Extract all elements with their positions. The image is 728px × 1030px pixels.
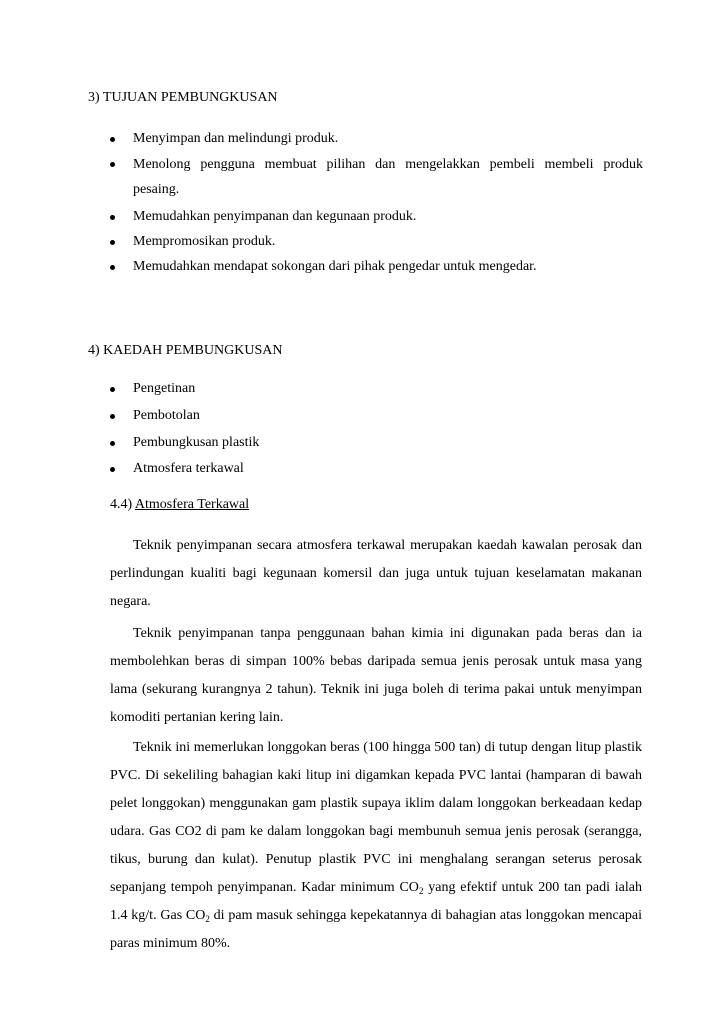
section-3-heading: 3) TUJUAN PEMBUNGKUSAN	[88, 90, 278, 105]
list-item-text-line-2: pesaing.	[133, 182, 180, 197]
bullet-icon	[110, 265, 115, 270]
bullet-icon	[110, 467, 115, 472]
paragraph-3-text-c: di pam masuk sehingga kepekatannya di bahagian atas longgokan mencapai paras minimum 80%.	[110, 908, 643, 951]
paragraph-3-text-b: yang efektif untuk 200 tan padi ialah 1.4 kg/t. Gas CO	[110, 880, 642, 923]
list-item	[0, 131, 728, 151]
list-item	[0, 408, 728, 428]
subsection-title: Atmosfera Terkawal	[134, 497, 250, 512]
subscript-2: 2	[205, 914, 210, 924]
list-item-text: Memudahkan mendapat sokongan dari pihak pengedar untuk mengedar.	[133, 259, 537, 274]
list-item-text: Pembungkusan plastik	[133, 435, 260, 450]
list-item-text: Menyimpan dan melindungi produk.	[133, 131, 339, 146]
list-item-text-line-1: Menolong pengguna membuat pilihan dan mengelakkan pembeli membeli produk	[133, 157, 643, 172]
bullet-icon	[110, 441, 115, 446]
list-item-text: Mempromosikan produk.	[133, 234, 276, 249]
list-item	[0, 435, 728, 455]
section-4-heading: 4) KAEDAH PEMBUNGKUSAN	[88, 343, 283, 358]
list-item	[0, 156, 728, 201]
paragraph-2: Teknik penyimpanan tanpa penggunaan bahan kimia ini digunakan pada beras dan ia membolehkan beras di simpan 100% bebas daripada semua jenis perosak untuk masa yang lama (sekurang kurangnya 2 tahun). Teknik ini juga boleh di terima pakai untuk menyimpan komoditi pertanian kering lain.	[110, 626, 642, 725]
subsection-heading	[110, 497, 249, 513]
list-item-text: Pengetinan	[133, 381, 196, 396]
list-item	[0, 461, 728, 481]
bullet-icon	[110, 414, 115, 419]
paragraph-1: Teknik penyimpanan secara atmosfera terkawal merupakan kaedah kawalan perosak dan perlindungan kualiti bagi kegunaan komersil dan juga untuk tujuan keselamatan makanan negara.	[110, 538, 642, 609]
list-item	[0, 259, 728, 279]
list-item-text: Pembotolan	[133, 408, 200, 423]
bullet-icon	[110, 387, 115, 392]
list-item	[0, 234, 728, 254]
paragraph-3	[110, 734, 642, 958]
bullet-icon	[110, 215, 115, 220]
subsection-number: 4.4)	[110, 497, 133, 512]
list-item-text	[133, 152, 643, 202]
list-item	[0, 209, 728, 229]
subscript-2: 2	[418, 886, 424, 896]
bullet-icon	[110, 162, 115, 167]
paragraph-3-text-a: Teknik ini memerlukan longgokan beras (100 hingga 500 tan) di tutup dengan litup plastik PVC. Di sekeliling bahagian kaki litup ini digamkan kepada PVC lantai (hamparan di bawah pelet longgokan) menggunakan gam plastik supaya iklim dalam longgokan berkeadaan kedap udara. Gas CO2 di pam ke dalam longgokan bagi membunuh semua jenis perosak (serangga, tikus, burung dan kulat). Penutup plastik PVC ini menghalang serangan seterus perosak sepanjang tempoh penyimpanan. Kadar minimum CO	[110, 740, 642, 895]
bullet-icon	[110, 240, 115, 245]
list-item-text: Memudahkan penyimpanan dan kegunaan produk.	[133, 209, 417, 224]
bullet-icon	[110, 137, 115, 142]
list-item-text: Atmosfera terkawal	[133, 461, 244, 476]
list-item	[0, 381, 728, 401]
